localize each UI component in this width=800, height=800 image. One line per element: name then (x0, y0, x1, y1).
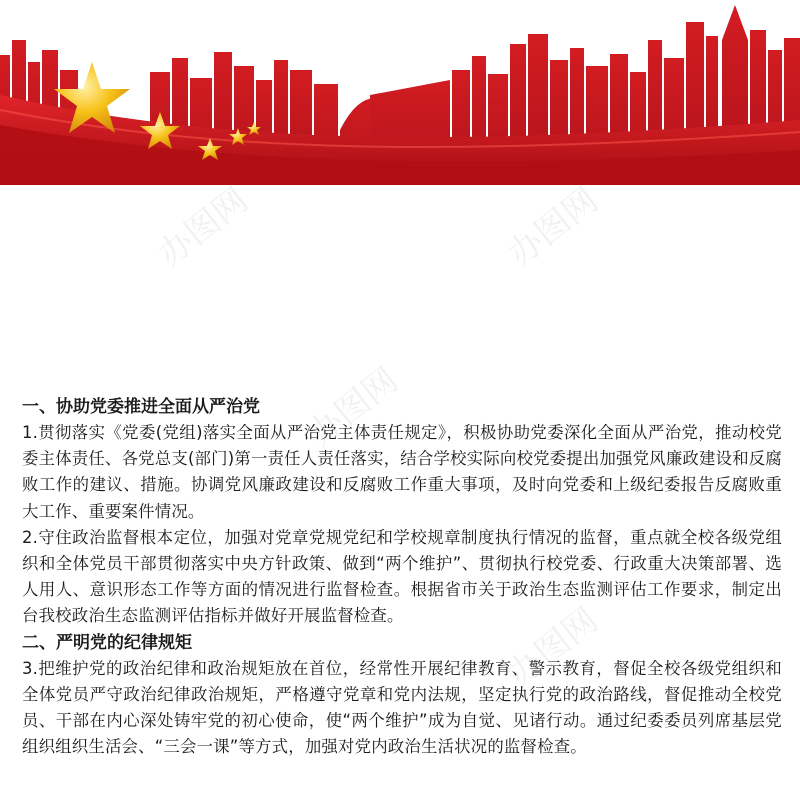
paragraph: 1.贯彻落实《党委(党组)落实全面从严治党主体责任规定》，积极协助党委深化全面从严治党，推动校党委主体责任、各党总支(部门)第一责任人责任落实，结合学校实际向校党委提出加强党风廉政建设和反腐败工作的建议、措施。协调党风廉政建设和反腐败工作重大事项，及时向党委和上级纪委报告反腐败重大工作、重要案件情况。 (22, 423, 782, 521)
document-body (22, 394, 782, 760)
section-heading: 一、协助党委推进全面从严治党 (22, 397, 260, 417)
paragraph: 3.把维护党的政治纪律和政治规矩放在首位，经常性开展纪律教育、警示教育，督促全校各级党组织和全体党员严守政治纪律政治规矩，严格遵守党章和党内法规，坚定执行党的政治路线，督促推动全校党员、干部在内心深处铸牢党的初心使命，使“两个维护”成为自觉、见诸行动。通过纪委委员列席基层党组织组织生活会、“三会一课”等方式，加强对党内政治生活状况的监督检查。 (22, 658, 782, 757)
city-skyline-banner-graphic (0, 0, 800, 185)
watermark: 办图网 (150, 180, 256, 275)
paragraph: 2.守住政治监督根本定位，加强对党章党规党纪和学校规章制度执行情况的监督，重点就全校各级党组织和全体党员干部贯彻落实中央方针政策、做到“两个维护”、贯彻执行校党委、行政重大决策部署、选人用人、意识形态工作等方面的情况进行监督检查。根据省市关于政治生态监测评估工作要求，制定出台我校政治生态监测评估指标并做好开展监督检查。 (22, 527, 782, 626)
watermark: 办图网 (300, 360, 406, 455)
section-heading: 二、严明党的纪律规矩 (22, 632, 192, 653)
watermark: 办图网 (500, 180, 606, 275)
header-banner (0, 0, 800, 185)
watermark: 办图网 (500, 600, 606, 695)
